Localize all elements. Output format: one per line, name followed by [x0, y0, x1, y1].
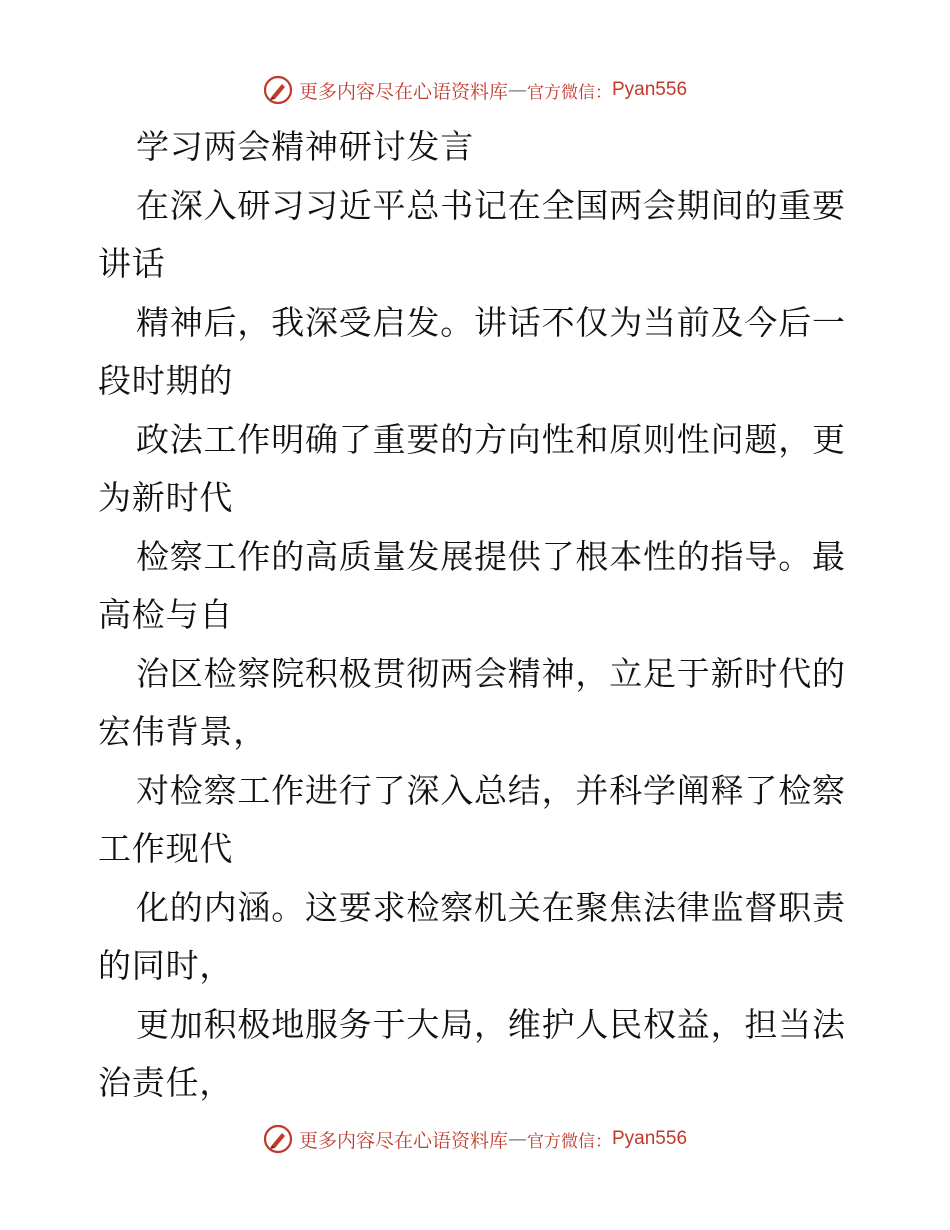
banner-text-wechat-id: Pyan556	[612, 1128, 688, 1149]
pen-logo-icon	[263, 75, 293, 105]
text-line: 段时期的	[98, 361, 234, 400]
text-line: 为新时代	[98, 478, 234, 517]
text-line: 工作现代	[98, 829, 234, 868]
text-line: 治责任，	[98, 1063, 234, 1102]
text-line: 精神后，我深受启发。讲话不仅为当前及今后一	[136, 302, 846, 342]
banner-text-site: 更多内容尽在心语资料库	[298, 80, 508, 103]
text-line: 治区检察院积极贯彻两会精神，立足于新时代的	[136, 653, 846, 693]
document-title: 学习两会精神研讨发言	[136, 127, 474, 166]
text-line: 政法工作明确了重要的方向性和原则性问题，更	[136, 419, 846, 459]
text-line: 化的内涵。这要求检察机关在聚焦法律监督职责	[136, 887, 846, 927]
banner-dash: —	[508, 1128, 527, 1150]
text-line: 高检与自	[98, 595, 234, 634]
banner-text-wechat-label: 官方微信：	[527, 1131, 612, 1152]
text-line: 在深入研习习近平总书记在全国两会期间的重要	[136, 185, 846, 225]
text-line: 更加积极地服务于大局，维护人民权益，担当法	[136, 1004, 846, 1044]
header-banner	[0, 72, 950, 108]
document-body	[98, 118, 858, 1113]
banner-text-site: 更多内容尽在心语资料库	[298, 1129, 508, 1152]
banner-text-wechat-label: 官方微信：	[527, 82, 612, 103]
text-line: 讲话	[98, 244, 166, 283]
footer-banner	[0, 1121, 950, 1157]
text-line: 对检察工作进行了深入总结，并科学阐释了检察	[136, 770, 846, 810]
text-line: 宏伟背景，	[98, 712, 267, 751]
banner-text-wechat-id: Pyan556	[612, 79, 688, 100]
text-line: 检察工作的高质量发展提供了根本性的指导。最	[136, 536, 846, 576]
text-line: 的同时，	[98, 946, 234, 985]
banner-dash: —	[508, 79, 527, 101]
pen-logo-icon	[263, 1124, 293, 1154]
